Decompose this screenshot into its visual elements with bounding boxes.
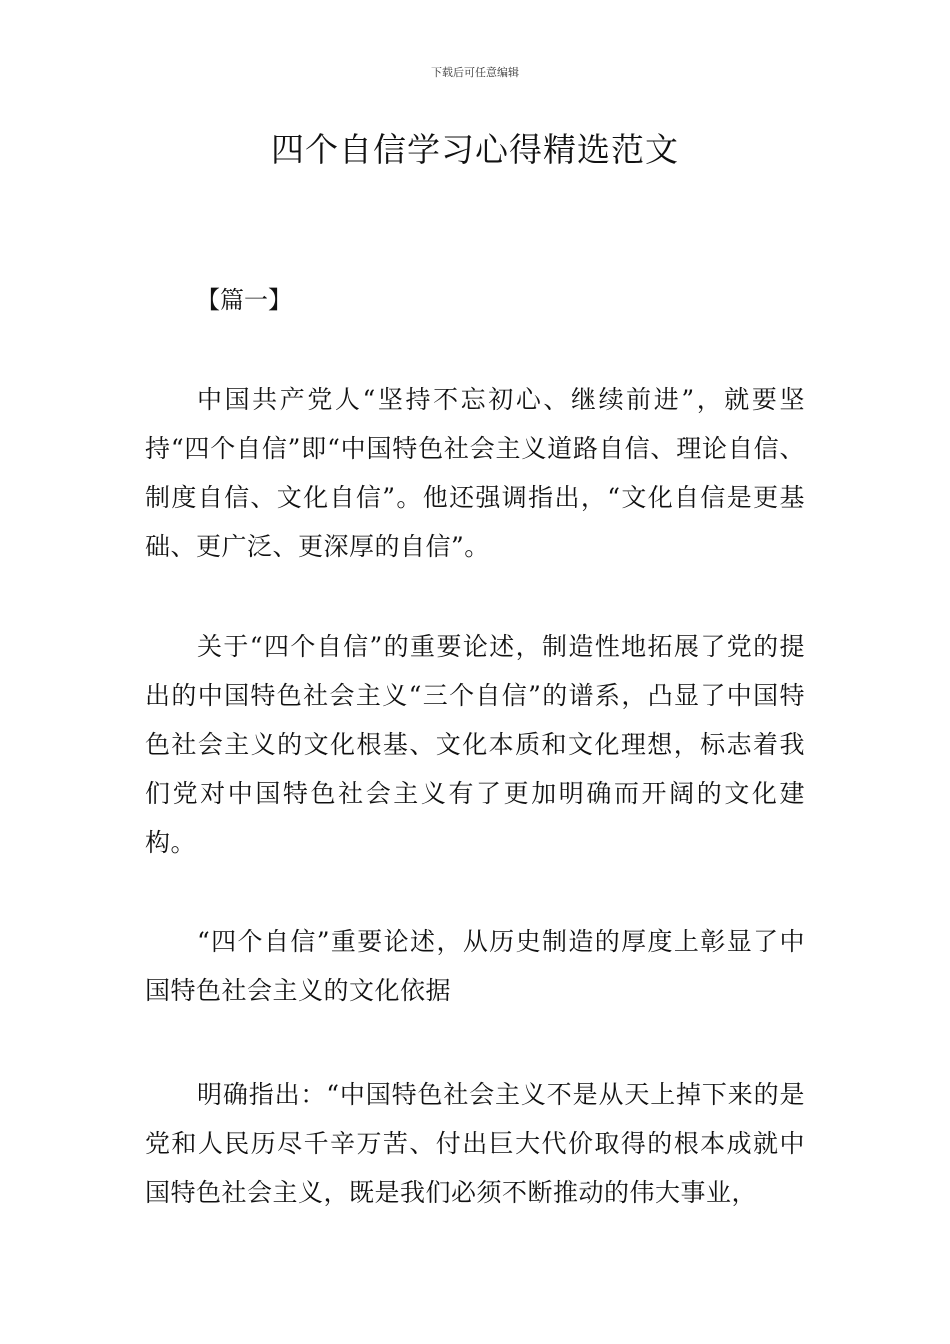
document-title: 四个自信学习心得精选范文: [271, 130, 679, 169]
section-label: 【篇一】: [196, 286, 292, 314]
paragraph-4: 明确指出：“中国特色社会主义不是从天上掉下来的是党和人民历尽千辛万苦、付出巨大代价取得的根本成就中国特色社会主义，既是我们必须不断推动的伟大事业，: [145, 1080, 805, 1207]
paragraph-3: “四个自信”重要论述，从历史制造的厚度上彰显了中国特色社会主义的文化依据: [145, 927, 805, 1005]
paragraph-1: 中国共产党人“坚持不忘初心、继续前进”，就要坚持“四个自信”即“中国特色社会主义道路自信、理论自信、制度自信、文化自信”。他还强调指出，“文化自信是更基础、更广泛、更深厚的自信”。: [145, 385, 805, 561]
paragraph-2: 关于“四个自信”的重要论述，制造性地拓展了党的提出的中国特色社会主义“三个自信”的谱系，凸显了中国特色社会主义的文化根基、文化本质和文化理想，标志着我们党对中国特色社会主义有了更加明确而开阔的文化建构。: [145, 632, 805, 857]
header-note: 下载后可任意编辑: [431, 66, 519, 79]
